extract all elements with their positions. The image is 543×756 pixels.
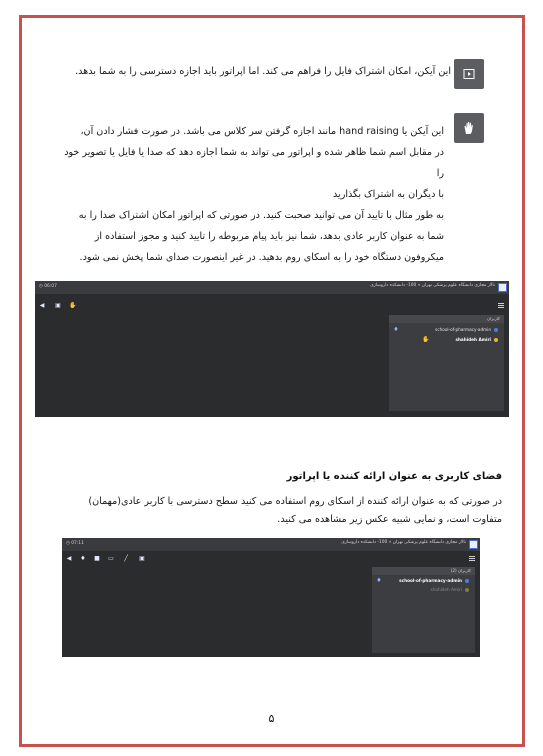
user-icon bbox=[494, 338, 498, 342]
user-name: shahideh Amiri bbox=[455, 337, 491, 342]
text-line: با دیگران به اشتراک بگذارید bbox=[332, 189, 444, 200]
section-heading: فضای کاربری به عنوان ارائه کننده یا اپراتور bbox=[286, 471, 502, 482]
skyroom-screenshot-guest bbox=[35, 281, 509, 417]
share-screen-icon[interactable]: ▣ bbox=[55, 302, 61, 309]
hand-raised-icon: ✋ bbox=[422, 336, 430, 343]
timer-value: 07:11 bbox=[71, 541, 84, 546]
share-screen-icon bbox=[463, 68, 475, 80]
camera-icon[interactable]: ■ bbox=[94, 555, 100, 562]
menu-icon[interactable] bbox=[469, 556, 475, 561]
users-panel-title: کاربران (2) bbox=[450, 568, 471, 573]
users-panel bbox=[372, 567, 475, 653]
users-panel-header bbox=[372, 567, 475, 575]
user-row-admin[interactable] bbox=[399, 578, 469, 583]
user-name: school-of-pharmacy-admin bbox=[435, 327, 491, 332]
speaker-icon[interactable]: ◀ bbox=[39, 302, 45, 309]
users-panel-header bbox=[389, 315, 504, 323]
text-line: این آیکن یا hand raising مانند اجازه گرفتن سر کلاس می باشد. در صورت فشار دادن آن، bbox=[80, 126, 444, 137]
hand-icon[interactable]: ✋ bbox=[69, 302, 77, 309]
room-title: تالار مجازی دانشگاه علوم پزشکی تهران » 100- دانشکده داروسازی bbox=[341, 540, 466, 545]
users-panel-title: کاربران bbox=[486, 316, 500, 321]
user-icon bbox=[465, 579, 469, 583]
user-row-guest[interactable] bbox=[431, 587, 469, 592]
microphone-icon[interactable]: ♦ bbox=[80, 555, 86, 562]
speaker-icon[interactable]: ◀ bbox=[66, 555, 72, 562]
microphone-icon: ♦ bbox=[393, 326, 399, 333]
text-line: شما به عنوان کاربر عادی بدهد، شما نیز باید پیام مربوطه را تایید کنید و مجوز استفاده از bbox=[94, 231, 444, 242]
paragraph-presenter bbox=[42, 493, 502, 529]
page-number: ۵ bbox=[268, 712, 275, 725]
user-name: school-of-pharmacy-admin bbox=[399, 578, 462, 583]
paragraph-hand-raising bbox=[64, 121, 444, 268]
session-timer: ◷ 07:11 bbox=[66, 541, 84, 546]
text-line: میکروفون دستگاه خود را به اسکای روم بدهید. در غیر اینصورت صدای شما پخش نمی شود. bbox=[79, 252, 444, 263]
timer-value: 06:07 bbox=[44, 284, 57, 289]
users-panel bbox=[389, 315, 504, 411]
paragraph-share-file: این آیکن، امکان اشتراک فایل را فراهم می کند. اما اپراتور باید اجازه دسترسی را به شما بدهد. bbox=[75, 66, 451, 77]
text-line: در صورتی که به عنوان ارائه کننده از اسکای روم استفاده می کنید سطح دسترسی با کاربر عادی(مهمان) bbox=[88, 496, 502, 507]
share-file-icon-box bbox=[454, 59, 484, 89]
user-icon bbox=[465, 588, 469, 592]
user-name: shahideh Amiri bbox=[430, 587, 462, 592]
user-row-admin[interactable] bbox=[435, 327, 498, 332]
skyroom-screenshot-presenter bbox=[62, 538, 480, 657]
text-line: در مقابل اسم شما ظاهر شده و اپراتور می تواند به شما اجازه دهد که صدا یا فایل یا تصویر خود را bbox=[64, 147, 444, 179]
pen-icon[interactable]: ╱ bbox=[124, 555, 128, 562]
microphone-icon: ♦ bbox=[376, 577, 382, 584]
hand-icon bbox=[462, 121, 476, 135]
text-line: به طور مثال با تایید آن می توانید صحبت کنید. در صورتی که اپراتور امکان اشتراک صدا را به bbox=[78, 210, 444, 221]
text-line: متفاوت است، و نمایی شبیه عکس زیر مشاهده می کنید. bbox=[277, 514, 502, 525]
room-title: تالار مجازی دانشگاه علوم پزشکی تهران » 100- دانشکده داروسازی bbox=[370, 283, 495, 288]
user-icon bbox=[494, 328, 498, 332]
monitor-icon[interactable]: ▭ bbox=[108, 555, 114, 562]
skyroom-logo bbox=[469, 540, 478, 549]
user-row-guest[interactable] bbox=[455, 337, 498, 342]
hand-raise-icon-box bbox=[454, 113, 484, 143]
skyroom-logo bbox=[498, 283, 507, 292]
menu-icon[interactable] bbox=[498, 303, 504, 308]
share-screen-icon[interactable]: ▣ bbox=[139, 555, 145, 562]
session-timer: ◷ 06:07 bbox=[39, 284, 57, 289]
